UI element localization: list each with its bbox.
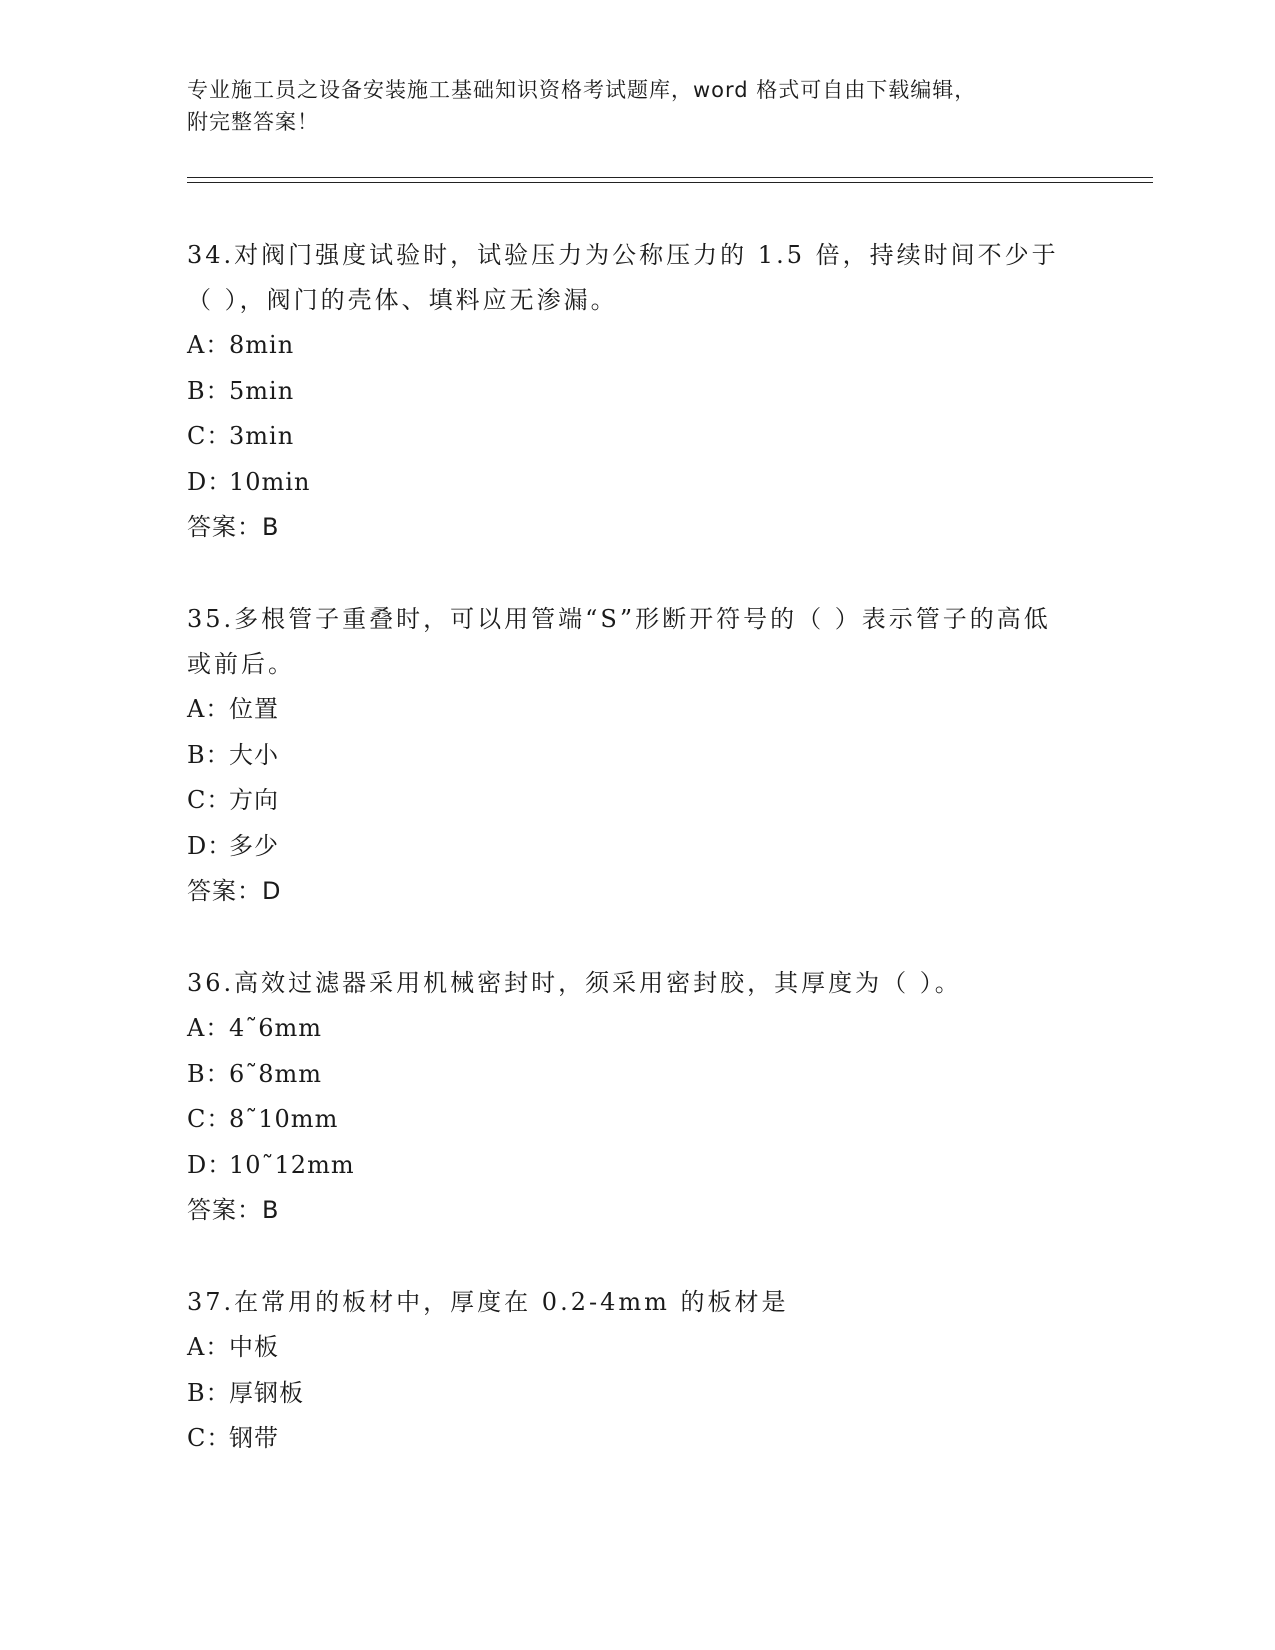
option-letter: C： [187, 1424, 232, 1452]
option-letter: A： [187, 331, 231, 359]
option-d [187, 1143, 1087, 1189]
option-letter: A： [187, 1333, 231, 1361]
option-letter: B： [187, 376, 231, 405]
option-a [187, 1006, 1087, 1052]
question-37 [187, 1280, 1087, 1462]
option-text: 中板 [229, 1333, 279, 1361]
option-c [187, 1097, 1087, 1143]
option-text: 6˜8mm [229, 1059, 323, 1088]
answer-line: 答案：D [187, 877, 282, 905]
option-a [187, 1325, 1087, 1371]
question-36 [187, 961, 1087, 1233]
option-letter: C： [187, 786, 232, 814]
option-text: 位置 [229, 695, 279, 723]
question-stem: 35.多根管子重叠时，可以用管端“S”形断开符号的（ ）表示管子的高低或前后。 [187, 605, 1051, 678]
option-letter: A： [187, 695, 231, 723]
option-text: 5min [229, 376, 295, 405]
option-letter: D： [187, 1150, 233, 1179]
question-34 [187, 233, 1087, 550]
option-b [187, 1371, 1087, 1417]
option-text: 8min [229, 331, 295, 359]
option-text: 10˜12mm [229, 1150, 355, 1179]
option-b [187, 369, 1087, 415]
question-35 [187, 597, 1087, 914]
option-text: 厚钢板 [229, 1378, 304, 1407]
option-text: 多少 [229, 831, 279, 860]
option-a [187, 687, 1087, 733]
option-letter: B： [187, 1059, 231, 1088]
option-d [187, 460, 1087, 506]
answer-line: 答案：B [187, 1196, 280, 1224]
option-text: 3min [229, 422, 295, 450]
option-b [187, 1052, 1087, 1098]
option-b [187, 733, 1087, 779]
option-text: 4˜6mm [229, 1014, 323, 1042]
option-text: 8˜10mm [229, 1105, 339, 1133]
header-line-2: 附完整答案！ [187, 110, 319, 134]
option-letter: C： [187, 1105, 232, 1133]
option-text: 方向 [229, 786, 279, 814]
option-letter: B： [187, 740, 231, 769]
option-letter: A： [187, 1014, 231, 1042]
header-divider-bottom [187, 182, 1153, 183]
option-text: 钢带 [229, 1424, 279, 1452]
question-stem: 37.在常用的板材中，厚度在 0.2-4mm 的板材是 [187, 1288, 789, 1316]
question-stem: 34.对阀门强度试验时，试验压力为公称压力的 1.5 倍，持续时间不少于（ ），阀门的壳体、填料应无渗漏。 [187, 241, 1059, 314]
option-d [187, 824, 1087, 870]
option-letter: B： [187, 1378, 231, 1407]
option-letter: D： [187, 467, 233, 496]
option-letter: C： [187, 422, 232, 450]
option-a [187, 323, 1087, 369]
option-c [187, 778, 1087, 824]
question-stem: 36.高效过滤器采用机械密封时，须采用密封胶，其厚度为（ ）。 [187, 969, 962, 997]
option-text: 10min [229, 467, 311, 496]
header-divider-top [187, 177, 1153, 178]
answer-line: 答案：B [187, 513, 280, 541]
document-header [187, 74, 1087, 138]
option-letter: D： [187, 831, 233, 860]
option-c [187, 1416, 1087, 1462]
option-c [187, 414, 1087, 460]
header-line-1: 专业施工员之设备安装施工基础知识资格考试题库，word 格式可自由下载编辑， [187, 78, 977, 102]
option-text: 大小 [229, 740, 279, 769]
